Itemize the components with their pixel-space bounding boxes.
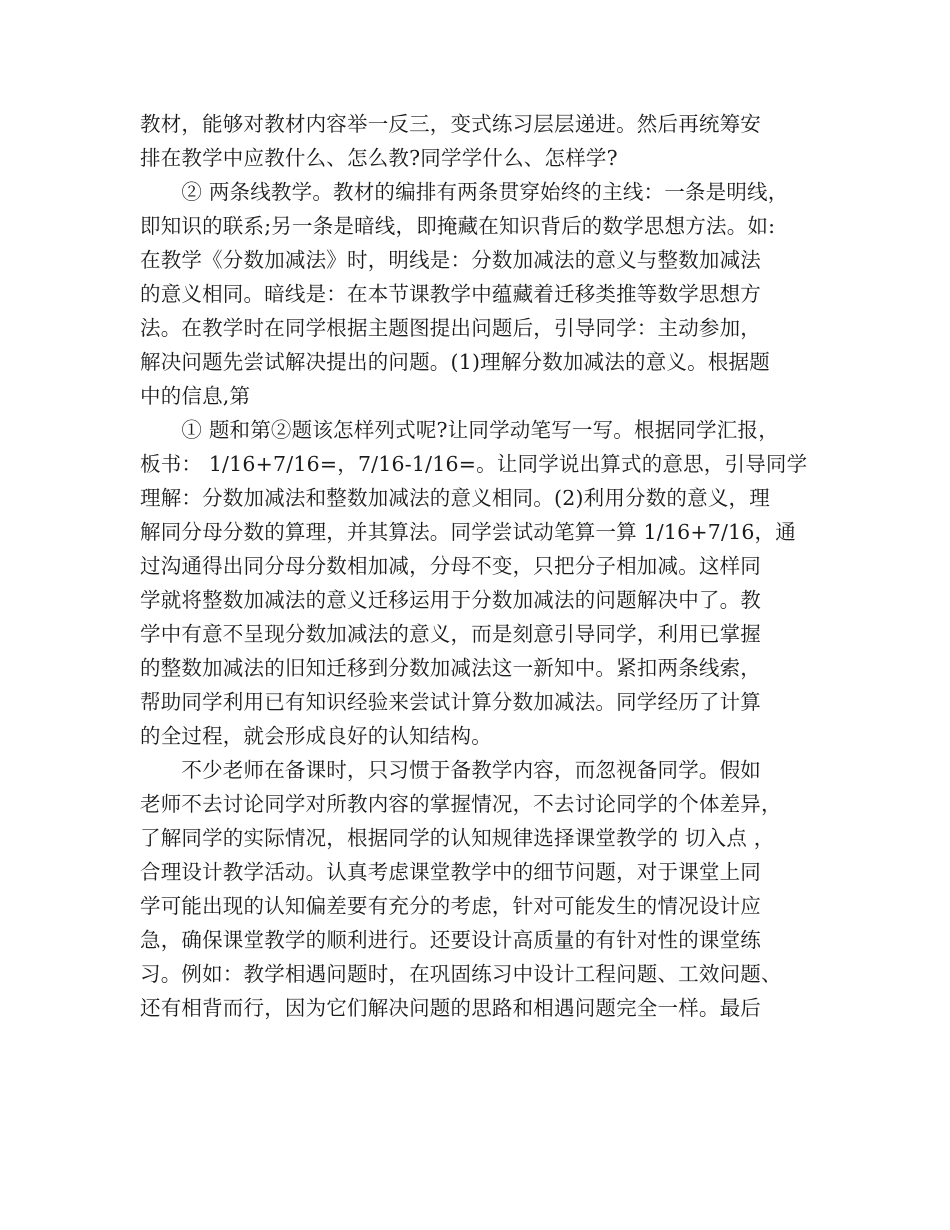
text-line: 过沟通得出同分母分数相加减，分母不变，只把分子相加减。这样同	[140, 554, 761, 578]
text-line: 排在教学中应教什么、怎么教?同学学什么、怎样学?	[140, 146, 618, 170]
text-line: 解决问题先尝试解决提出的问题。(1)理解分数加减法的意义。根据题	[140, 350, 770, 374]
text-line: 急，确保课堂教学的顺利进行。还要设计高质量的有针对性的课堂练	[140, 928, 761, 952]
text-line: 的意义相同。暗线是：在本节课教学中蕴藏着迁移类推等数学思想方	[140, 282, 761, 306]
text-line: 中的信息,第	[140, 384, 251, 408]
text-line: 老师不去讨论同学对所教内容的掌握情况，不去讨论同学的个体差异，	[140, 792, 782, 816]
text-line: 理解：分数加减法和整数加减法的意义相同。(2)利用分数的意义，理	[140, 486, 770, 510]
text-line: 学可能出现的认知偏差要有充分的考虑，针对可能发生的情况设计应	[140, 894, 761, 918]
text-line: 不少老师在备课时，只习惯于备教学内容，而忽视备同学。假如	[140, 758, 761, 782]
text-line: 教材，能够对教材内容举一反三，变式练习层层递进。然后再统筹安	[140, 112, 761, 136]
document-body	[140, 107, 820, 1025]
text-line: ② 两条线教学。教材的编排有两条贯穿始终的主线：一条是明线，	[140, 180, 789, 204]
text-line: 的全过程，就会形成良好的认知结构。	[140, 724, 492, 748]
text-line: 学中有意不呈现分数加减法的意义，而是刻意引导同学，利用已掌握	[140, 622, 761, 646]
text-line: 板书： 1/16+7/16=，7/16-1/16=。让同学说出算式的意思，引导同学	[140, 452, 808, 476]
text-line: 习。例如：教学相遇问题时，在巩固练习中设计工程问题、工效问题、	[140, 962, 782, 986]
text-line: 的整数加减法的旧知迁移到分数加减法这一新知中。紧扣两条线索，	[140, 656, 761, 680]
text-line: 在教学《分数加减法》时，明线是：分数加减法的意义与整数加减法	[140, 248, 761, 272]
text-line: 解同分母分数的算理，并其算法。同学尝试动笔算一算 1/16+7/16，通	[140, 520, 796, 544]
text-line: 合理设计教学活动。认真考虑课堂教学中的细节问题，对于课堂上同	[140, 860, 761, 884]
text-line: 还有相背而行，因为它们解决问题的思路和相遇问题完全一样。最后	[140, 996, 761, 1020]
text-line: 法。在教学时在同学根据主题图提出问题后，引导同学：主动参加，	[140, 316, 761, 340]
text-line: 了解同学的实际情况，根据同学的认知规律选择课堂教学的 切入点 ，	[140, 826, 775, 850]
text-line: ① 题和第②题该怎样列式呢?让同学动笔写一写。根据同学汇报，	[140, 418, 779, 442]
text-line: 即知识的联系;另一条是暗线，即掩藏在知识背后的数学思想方法。如:	[140, 214, 776, 238]
text-line: 帮助同学利用已有知识经验来尝试计算分数加减法。同学经历了计算	[140, 690, 761, 714]
text-line: 学就将整数加减法的意义迁移运用于分数加减法的问题解决中了。教	[140, 588, 761, 612]
